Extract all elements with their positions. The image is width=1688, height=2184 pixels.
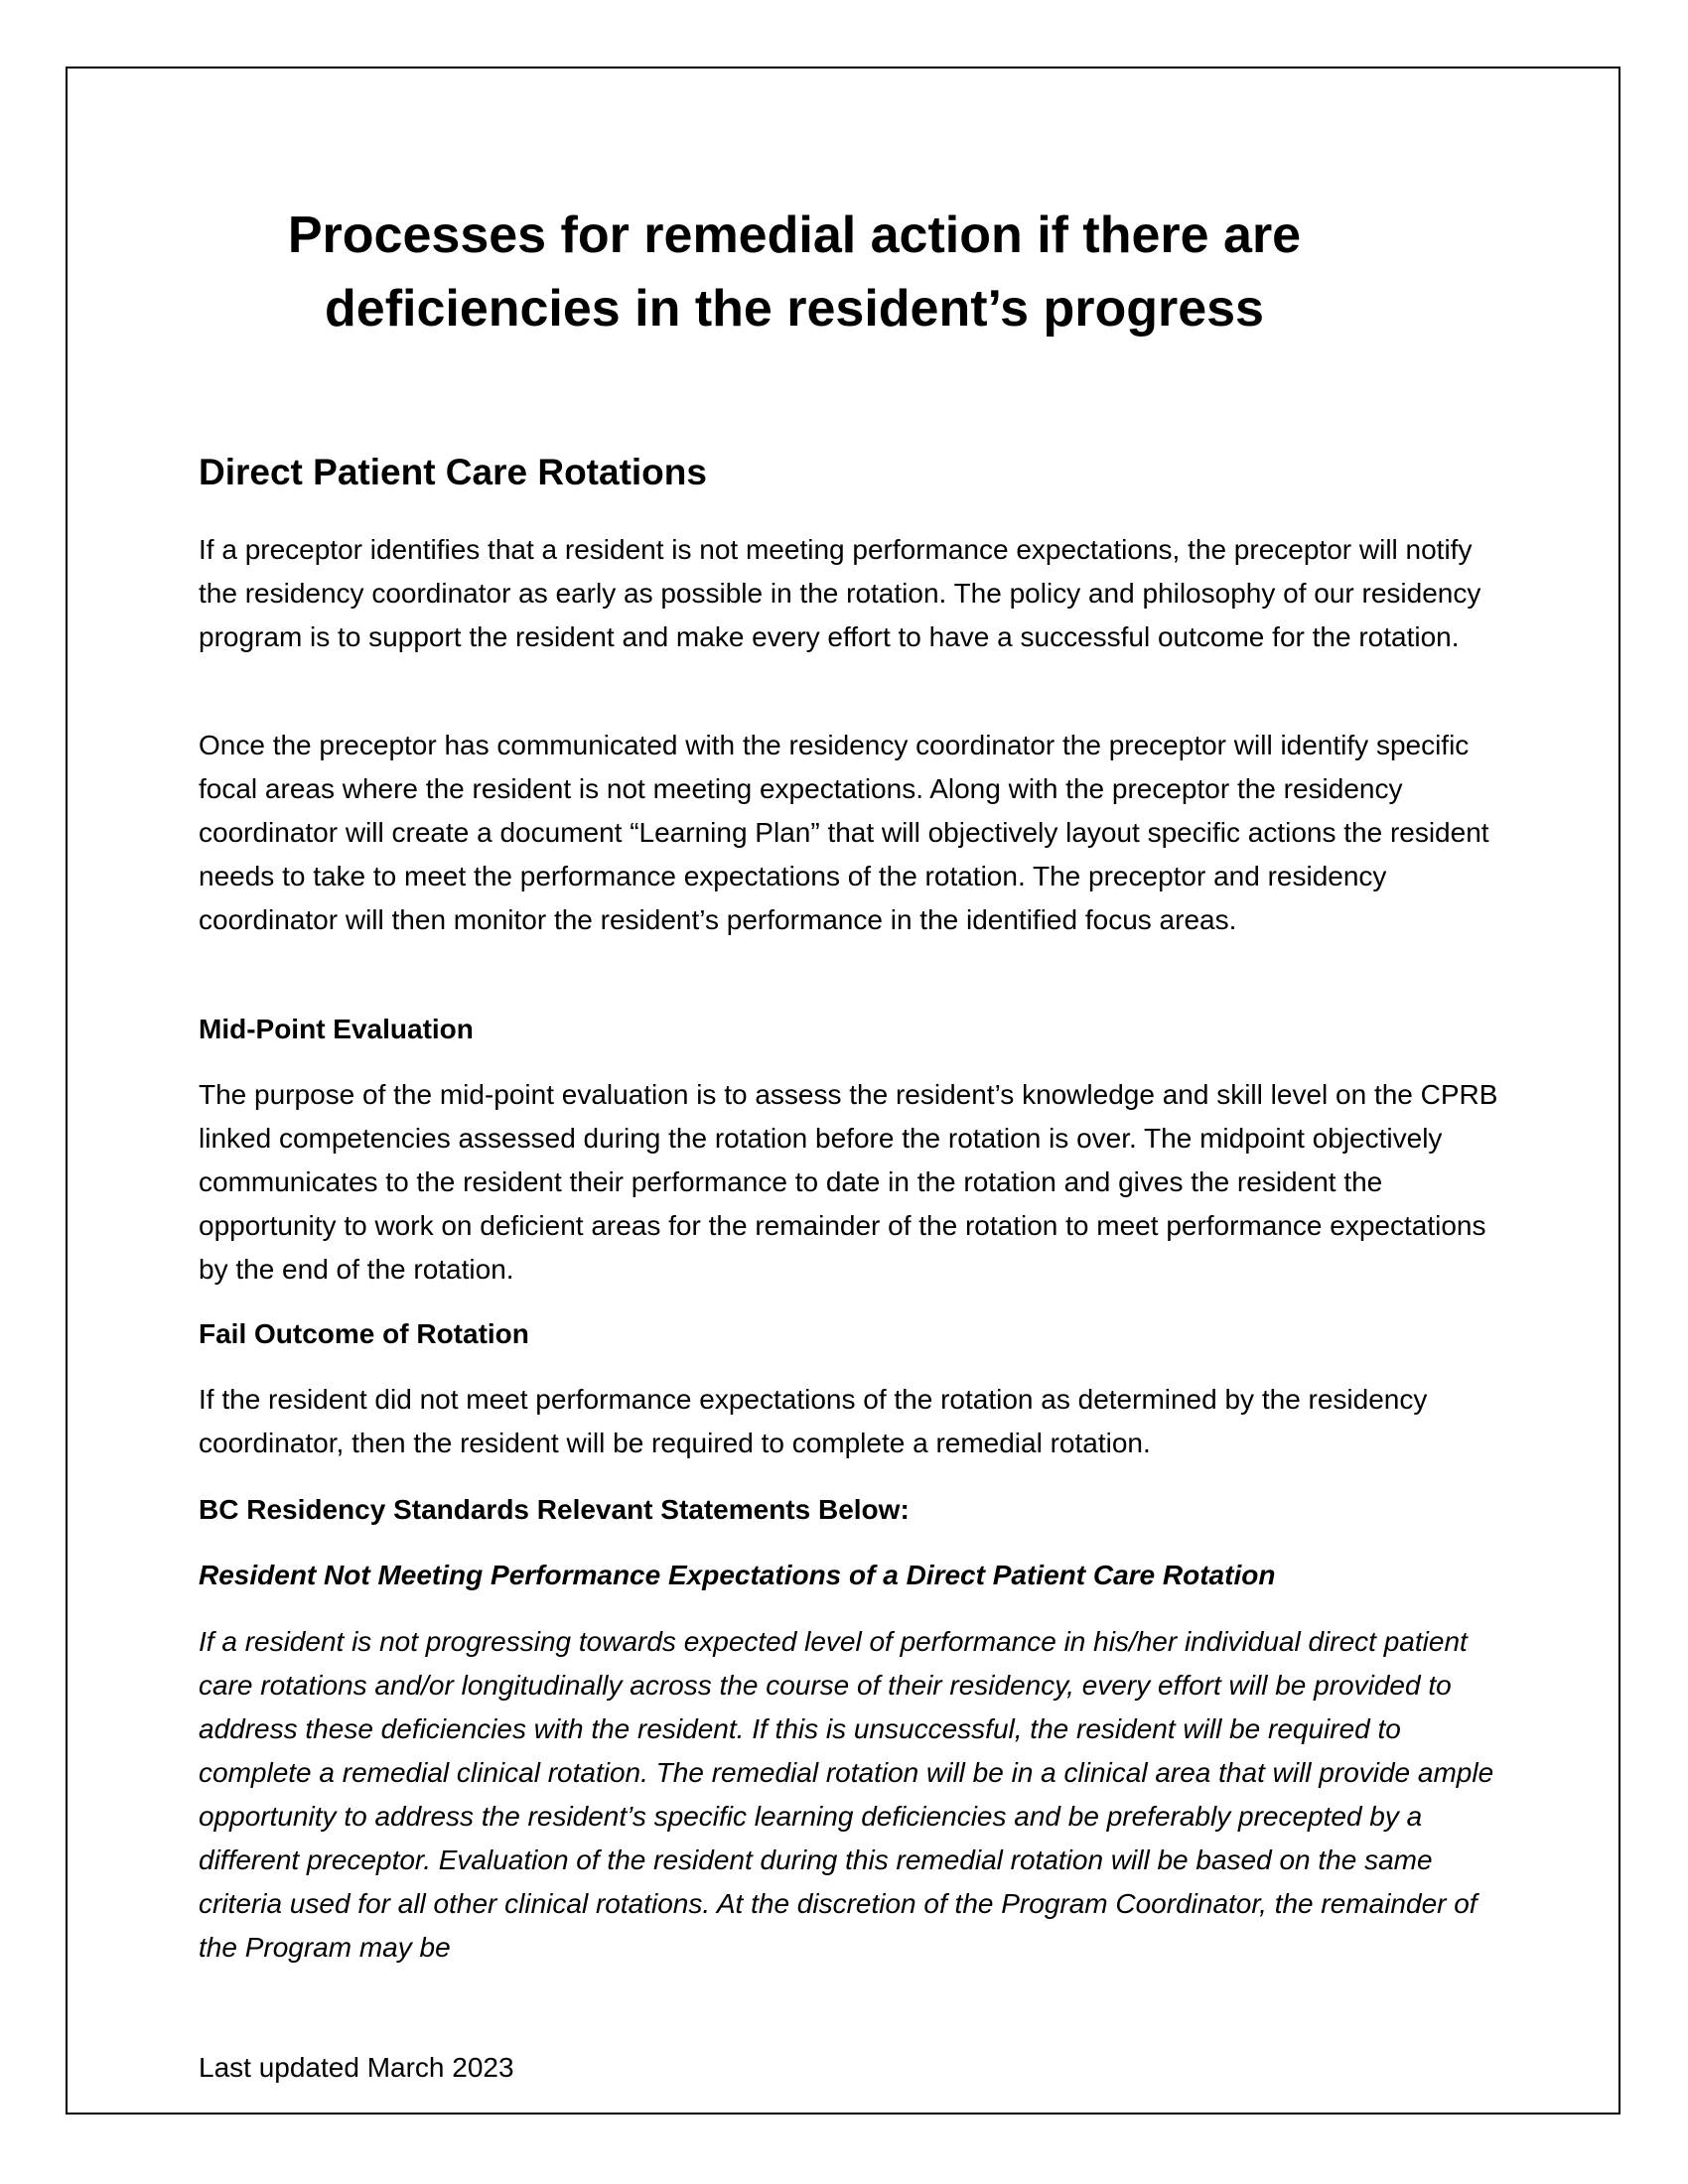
paragraph-bc-standards-statement: If a resident is not progressing towards expected level of performance in his/her individual direct patient care rotations and/or longitudinally across the course of their residency, every effort will be provided to address these deficiencies with the resident. If this is unsuccessful, the resident will be required to complete a remedial clinical rotation. The remedial rotation will be in a clinical area that will provide ample opportunity to address the resident’s specific learning deficiencies and be preferably precepted by a different preceptor. Evaluation of the resident during this remedial rotation will be based on the same criteria used for all other clinical rotations. At the discretion of the Program Coordinator, the remainder of the Program may be: [199, 1626, 1494, 1963]
heading-fail-outcome: Fail Outcome of Rotation: [199, 1318, 529, 1349]
heading-bc-residency-standards: BC Residency Standards Relevant Statements Below:: [199, 1494, 910, 1525]
document-content: [199, 199, 1499, 1963]
footer-last-updated: Last updated March 2023: [199, 2052, 514, 2083]
page-title: [149, 199, 1440, 345]
paragraph-mid-point-evaluation: The purpose of the mid-point evaluation is to assess the resident’s knowledge and skill level on the CPRB linked competencies assessed during the rotation before the rotation is over. The midpoint objectively communicates to the resident their performance to date in the rotation and gives the resident the opportunity to work on deficient areas for the remainder of the rotation to meet performance expectations by the end of the rotation.: [199, 1079, 1498, 1285]
heading-resident-not-meeting-expectations: Resident Not Meeting Performance Expectations of a Direct Patient Care Rotation: [199, 1560, 1276, 1590]
paragraph-preceptor-notification: If a preceptor identifies that a resident is not meeting performance expectations, the preceptor will notify the residency coordinator as early as possible in the rotation. The policy and philosophy of our residency program is to support the resident and make every effort to have a successful outcome for the rotation.: [199, 534, 1481, 652]
paragraph-fail-outcome: If the resident did not meet performance expectations of the rotation as determined by the residency coordinator, then the resident will be required to complete a remedial rotation.: [199, 1384, 1428, 1458]
title-line-1: Processes for remedial action if there are: [287, 206, 1302, 264]
paragraph-learning-plan: Once the preceptor has communicated with the residency coordinator the preceptor will identify specific focal areas where the resident is not meeting expectations. Along with the preceptor the residency coordinator will create a document “Learning Plan” that will objectively layout specific actions the resident needs to take to meet the performance expectations of the rotation. The preceptor and residency coordinator will then monitor the resident’s performance in the identified focus areas.: [199, 730, 1489, 935]
section-heading-direct-patient-care: Direct Patient Care Rotations: [199, 452, 707, 492]
title-line-2: deficiencies in the resident’s progress: [325, 280, 1264, 338]
heading-mid-point-evaluation: Mid-Point Evaluation: [199, 1014, 474, 1044]
